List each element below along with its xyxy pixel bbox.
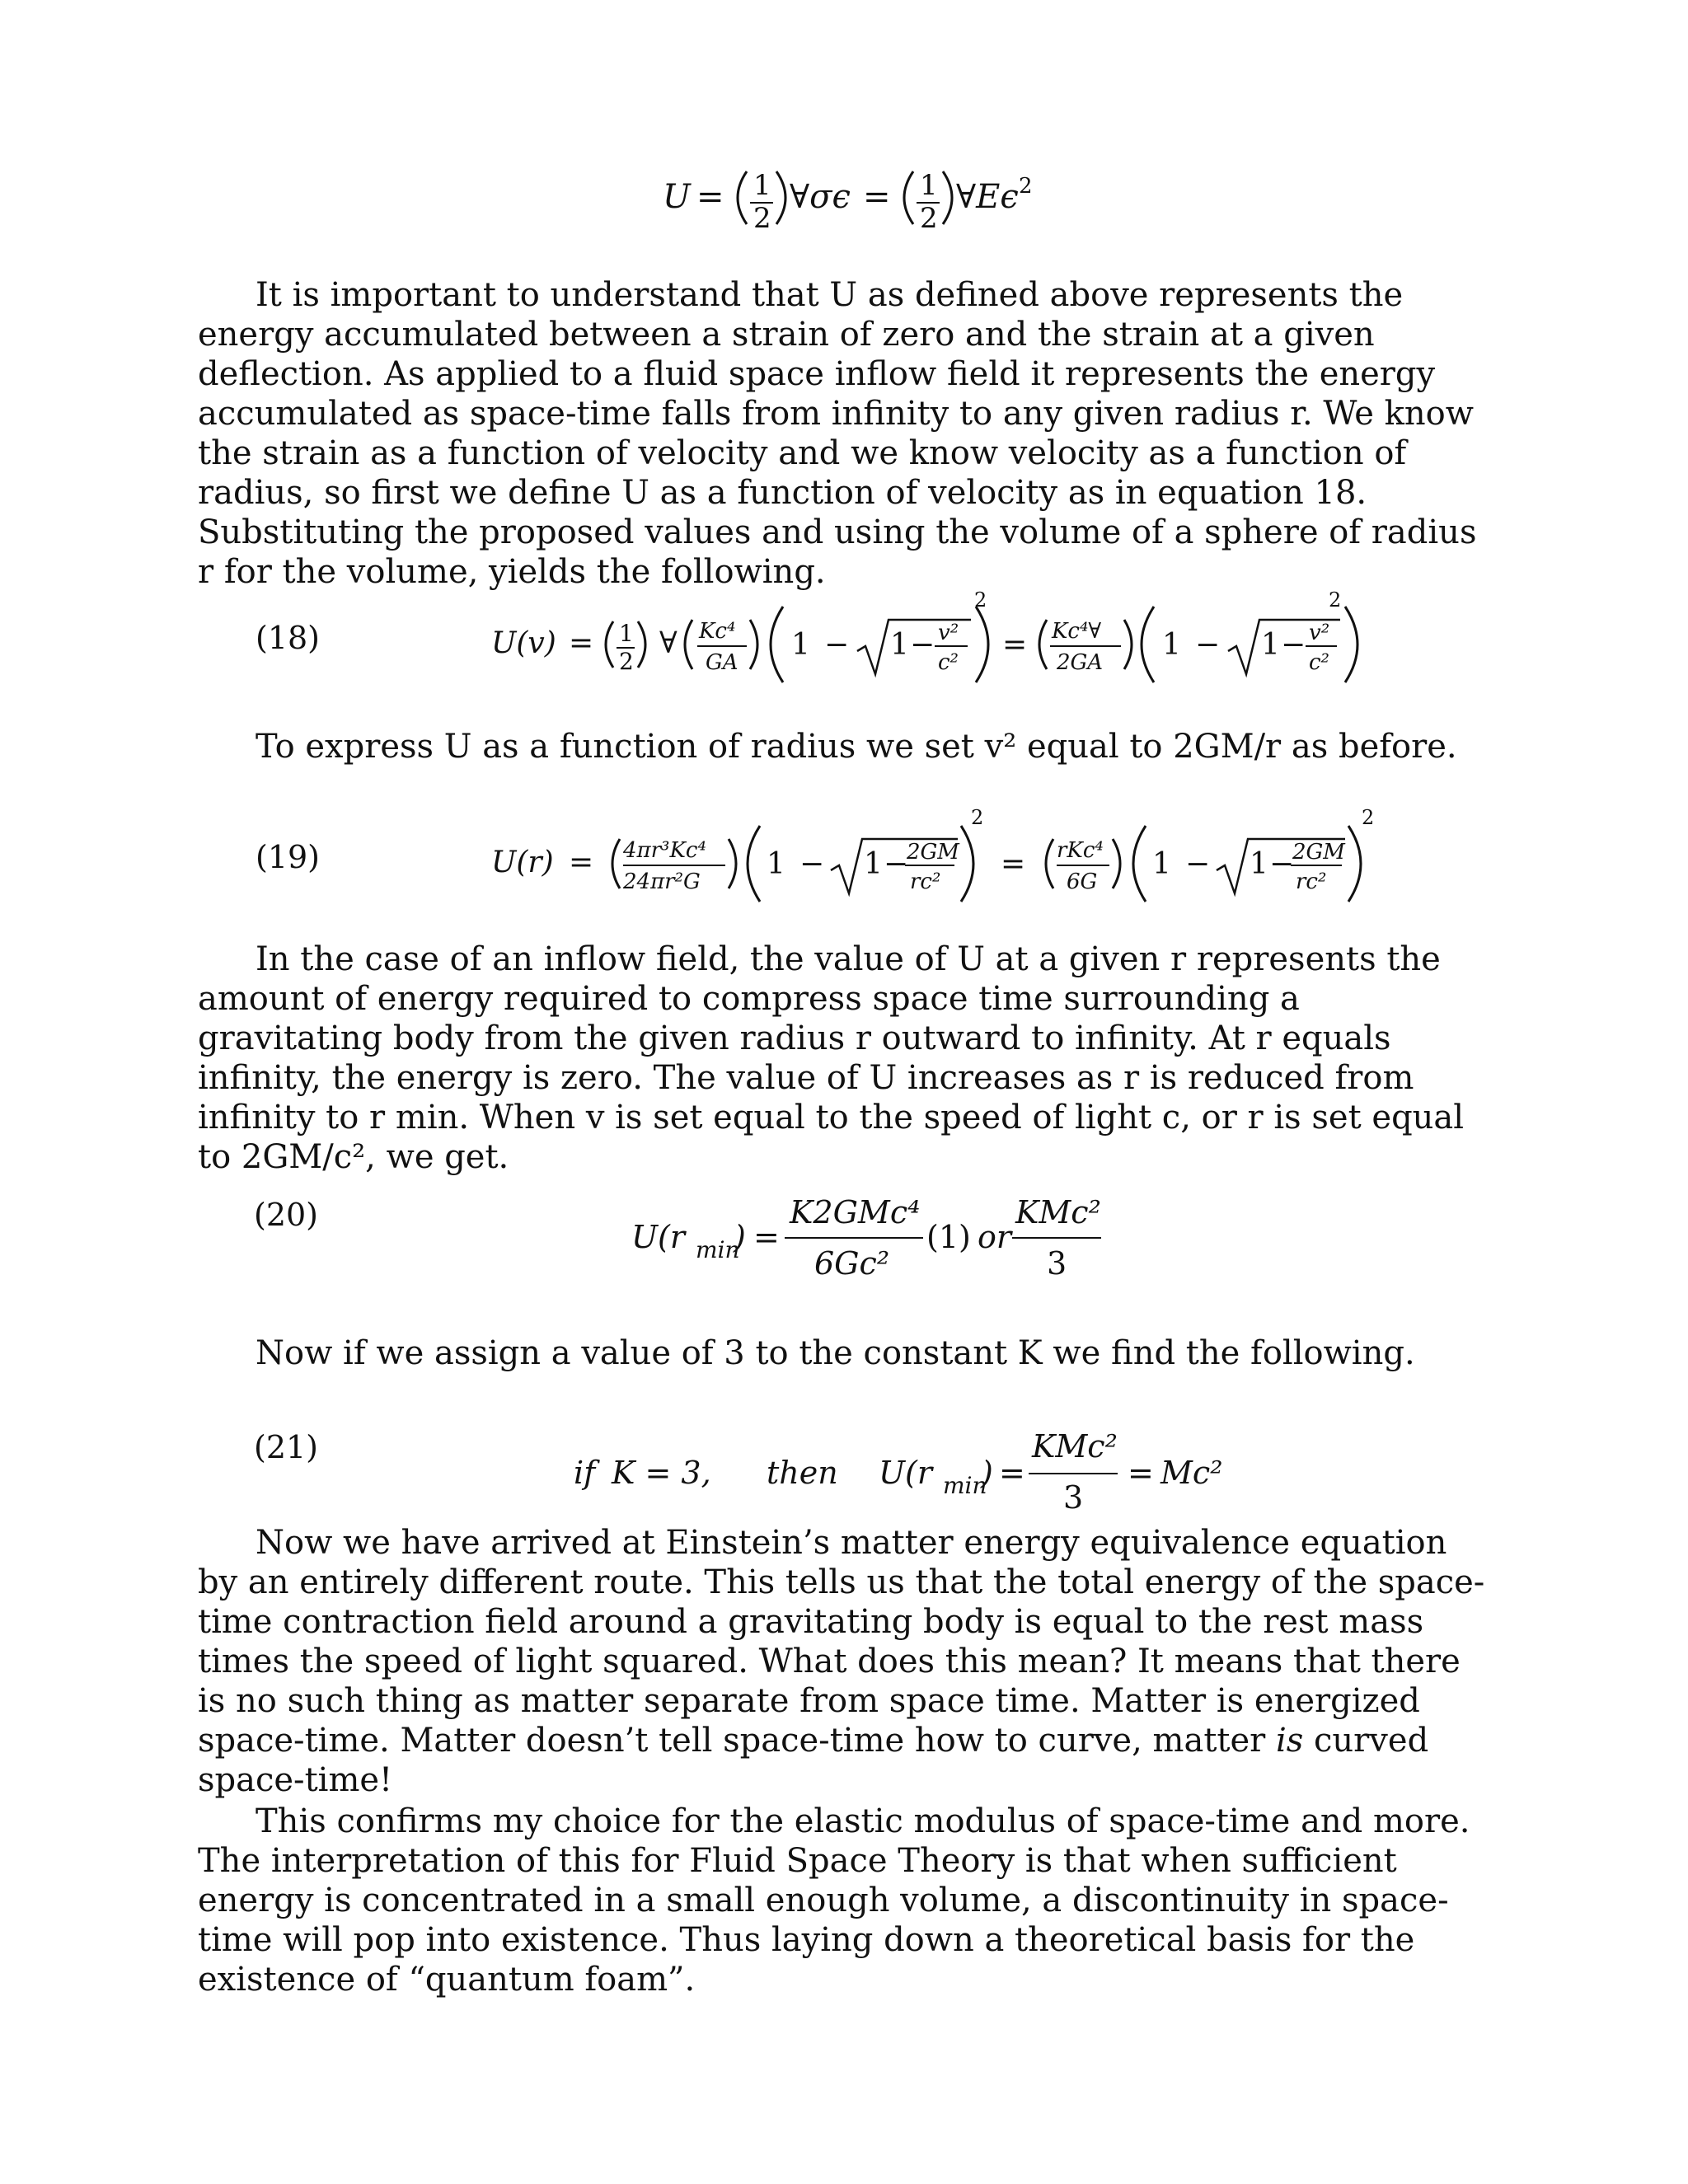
eq20-lhs-close: ) (734, 1219, 746, 1255)
equation-number-18: (18) (256, 620, 321, 656)
eq18-v2-1: v² (938, 621, 959, 645)
eq21-equals-2: = (1128, 1455, 1154, 1491)
eq20-num2: KMc² (1015, 1194, 1101, 1230)
eq18-v2-2: v² (1309, 621, 1330, 645)
eq18-one-1: 1 (791, 628, 810, 662)
eq19-equals-1: = (569, 846, 594, 879)
eq18-square-2: 2 (1329, 588, 1342, 612)
eq18-equals-2: = (1002, 628, 1028, 662)
paragraph-3 (198, 940, 1492, 1177)
eq19-equals-2: = (1001, 847, 1026, 881)
eq21-lhs: U(r (879, 1455, 933, 1491)
eq19-frac2-num: rKc⁴ (1057, 838, 1104, 863)
eq0-term1: ∀σϵ (790, 178, 851, 216)
eq0-half-den-2: 2 (920, 202, 938, 235)
eq19-minus-4: − (1269, 847, 1295, 881)
eq0-half-num-2: 1 (920, 169, 938, 202)
eq18-minus-4: − (1281, 628, 1306, 662)
eq18-square-1: 2 (974, 588, 987, 612)
eq20-lhs-sub: min (696, 1236, 740, 1263)
eq0-half-den-1: 2 (753, 202, 771, 235)
eq18-frac2-den: 2GA (1057, 650, 1104, 675)
paragraph-4 (198, 1333, 1492, 1373)
eq19-one-2: 1 (864, 847, 883, 881)
eq21-num: KMc² (1032, 1428, 1118, 1465)
eq0-square: 2 (1019, 174, 1033, 199)
paragraph-5-italic: is (1275, 1722, 1304, 1760)
equation-number-21: (21) (254, 1429, 319, 1465)
eq21-rhs: Mc² (1160, 1455, 1223, 1491)
eq18-minus-2: − (910, 628, 935, 662)
eq19-one-3: 1 (1152, 847, 1171, 881)
eq21-then: then (767, 1455, 838, 1491)
eq18-frac1-num: Kc⁴ (699, 619, 736, 644)
eq20-equals: = (753, 1219, 780, 1255)
eq18-frac1-den: GA (706, 650, 738, 675)
eq0-equals-2: = (863, 178, 891, 216)
eq19-frac1-num: 4πr³Kc⁴ (623, 838, 706, 863)
eq19-inner-num-2: 2GM (1292, 840, 1345, 865)
paragraph-6 (198, 1802, 1492, 1999)
eq18-one-2: 1 (890, 628, 909, 662)
paragraph-6-text: This confirms my choice for the elastic modulus of space-time and more. The interpretation of this for Fluid Space Theory is that when sufficient energy is concentrated in a small enough volume, a discontinuity in space-time will pop into existence. Thus laying down a theoretical basis for the existence of “quantum foam”. (198, 1802, 1470, 1999)
paragraph-2-text: To express U as a function of radius we set v² equal to 2GM/r as before. (256, 728, 1457, 766)
eq19-lhs: U(r) (491, 846, 554, 879)
equation-number-20: (20) (254, 1197, 319, 1233)
paragraph-3-text: In the case of an inflow field, the value of U at a given r represents the amount of energy required to compress space time surrounding a gravitating body from the given radius r outward to infinity. At r equals infinity, the energy is zero. The value of U increases as r is reduced from infinity to r min. When v is set equal to the speed of light c, or r is set equal to 2GM/c², we get. (198, 940, 1465, 1176)
paragraph-1 (198, 275, 1492, 592)
eq19-frac1-den: 24πr²G (623, 869, 701, 894)
eq21-den: 3 (1063, 1479, 1084, 1516)
eq19-one-1: 1 (767, 847, 785, 881)
eq20-den: 6Gc² (814, 1245, 890, 1282)
eq0-lhs: U (663, 178, 691, 216)
eq19-inner-num-1: 2GM (907, 840, 959, 865)
eq20-lhs: U(r (631, 1219, 686, 1255)
eq19-inner-den-1: rc² (910, 869, 941, 894)
paragraph-5-text-a: Now we have arrived at Einstein’s matter energy equivalence equation by an entirely different route. This tells us that the total energy of the space-time contraction field around a gravitating body is equal to the rest mass times the speed of light squared. What does this mean? It means that there is no such thing as matter separate from space time. Matter is energized space-time. Matter doesn’t tell space-time how to curve, matter (198, 1524, 1485, 1760)
paragraph-4-text: Now if we assign a value of 3 to the constant K we find the following. (256, 1334, 1415, 1372)
eq19-minus-1: − (799, 847, 825, 881)
eq18-minus-3: − (1195, 628, 1221, 662)
eq0-half-num-1: 1 (753, 169, 771, 202)
eq20-den2: 3 (1047, 1245, 1067, 1282)
eq19-minus-3: − (1185, 847, 1211, 881)
eq18-one-4: 1 (1261, 628, 1280, 662)
paragraph-5 (198, 1523, 1492, 1800)
eq19-square-2: 2 (1362, 806, 1375, 829)
eq21-if: if (574, 1455, 596, 1491)
eq0-term2: ∀Eϵ (956, 178, 1019, 216)
eq18-one-3: 1 (1162, 628, 1181, 662)
eq20-num: K2GMc⁴ (790, 1194, 921, 1230)
eq20-factor: (1) (926, 1219, 971, 1255)
eq18-c2-1: c² (938, 650, 959, 675)
eq21-cond: K = 3, (612, 1455, 711, 1491)
eq18-half-num: 1 (619, 620, 634, 647)
eq18-lhs: U(v) (491, 626, 556, 660)
eq19-frac2-den: 6G (1067, 869, 1098, 894)
paragraph-5-text-b: curved space-time! (198, 1722, 1429, 1799)
eq0-equals-1: = (696, 178, 724, 216)
paragraph-2 (198, 727, 1492, 766)
eq18-volume: ∀ (659, 626, 678, 660)
eq21-equals-1: = (999, 1455, 1025, 1491)
eq19-minus-2: − (884, 847, 909, 881)
eq19-square-1: 2 (971, 806, 984, 829)
eq18-frac2-num: Kc⁴∀ (1052, 619, 1102, 644)
eq18-c2-2: c² (1309, 650, 1329, 675)
eq19-inner-den-2: rc² (1296, 869, 1327, 894)
eq20-or: or (978, 1219, 1012, 1255)
paragraph-1-text: It is important to understand that U as defined above represents the energy accumulated between a strain of zero and the strain at a given deflection. As applied to a fluid space inflow field it represents the energy accumulated as space-time falls from infinity to any given radius r. We know the strain as a function of velocity and we know velocity as a function of radius, so first we define U as a function of velocity as in equation 18. Substituting the proposed values and using the volume of a sphere of radius r for the volume, yields the following. (198, 276, 1477, 591)
eq18-equals-1: = (569, 626, 594, 660)
equation-number-19: (19) (256, 839, 321, 875)
eq21-lhs-sub: min (943, 1472, 987, 1499)
eq19-one-4: 1 (1250, 847, 1268, 881)
eq18-minus-1: − (824, 628, 850, 662)
eq21-lhs-close: ) (981, 1455, 993, 1491)
eq18-half-den: 2 (619, 648, 634, 675)
